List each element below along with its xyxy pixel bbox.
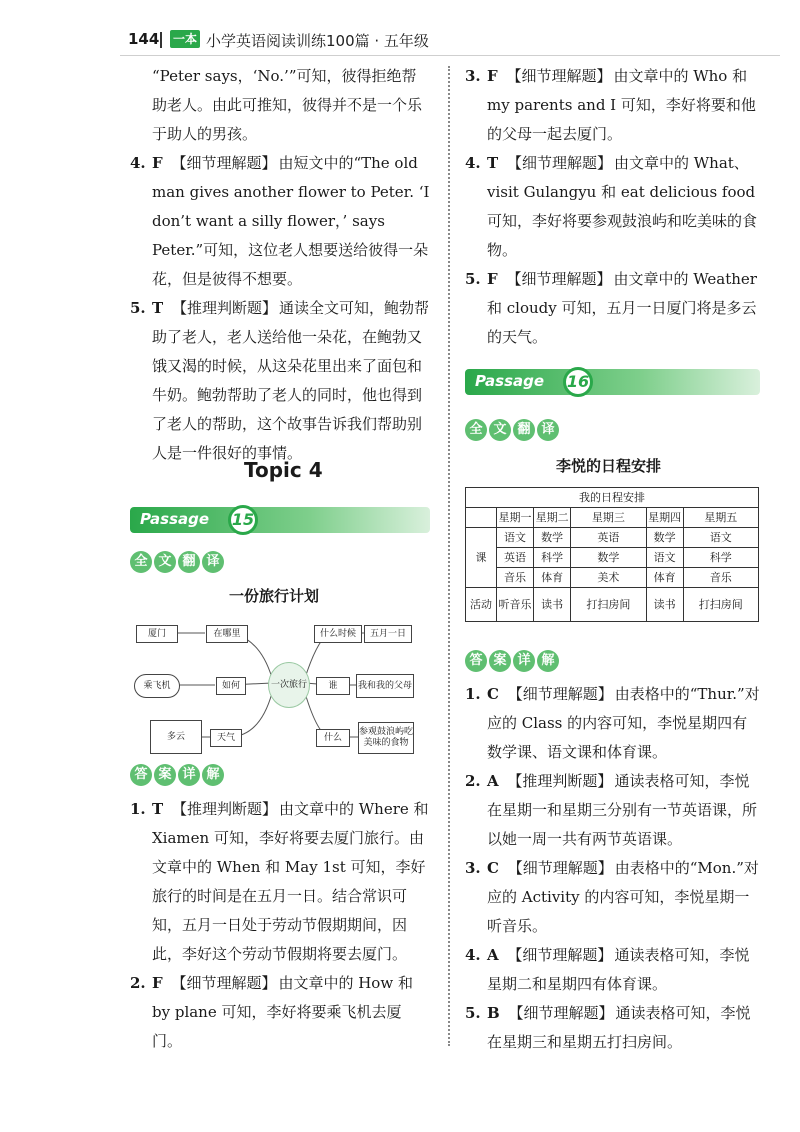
item-text: 由文章中的 Who 和 my parents and I 可知，李好将要和他的父母一起去厦门。 [487, 67, 756, 143]
mindmap-question: 什么时候 [314, 625, 362, 643]
activity-label: 活动 [466, 588, 497, 622]
table-cell: 音乐 [683, 568, 758, 588]
header-separator [160, 32, 162, 48]
full-translation-heading: 全 文 翻 译 [465, 419, 559, 441]
page-header [0, 0, 800, 60]
item-answer: T [487, 154, 499, 172]
passage-15-title: 一份旅行计划 [229, 587, 320, 605]
item-tag: 【细节理解题】 [506, 154, 612, 172]
day-header: 星期一 [497, 508, 534, 528]
item-answer: T [152, 800, 164, 818]
table-cell: 打扫房间 [683, 588, 758, 622]
answer-explanation-heading: 答 案 详 解 [130, 764, 224, 786]
item-answer: F [487, 270, 498, 288]
table-row [466, 528, 759, 548]
table-caption: 我的日程安排 [466, 488, 759, 508]
item-number: 2. [465, 772, 481, 790]
item-answer: C [487, 685, 499, 703]
passage-16-answers [465, 680, 760, 1057]
passage-16-banner [465, 367, 760, 397]
item-tag: 【推理判断题】 [171, 800, 277, 818]
item-number: 4. [130, 154, 146, 172]
class-label: 课 [466, 528, 497, 588]
mindmap-question: 天气 [210, 729, 242, 747]
item-tag: 【细节理解题】 [507, 685, 613, 703]
passage-label: Passage [140, 510, 210, 528]
item-tag: 【细节理解题】 [507, 859, 613, 877]
table-row [466, 568, 759, 588]
day-header: 星期三 [571, 508, 646, 528]
item-answer: A [487, 772, 499, 790]
answer-item [465, 999, 760, 1057]
table-cell: 数学 [646, 528, 683, 548]
mindmap-answer: 我和我的父母 [356, 674, 414, 698]
table-row [466, 488, 759, 508]
book-title: 小学英语阅读训练100篇 · 五年级 [206, 32, 429, 50]
answer-item [465, 149, 760, 265]
topic-heading: Topic 4 [244, 458, 323, 482]
answer-item [465, 854, 760, 941]
item-number: 1. [130, 800, 146, 818]
right-answers-top [465, 62, 760, 352]
table-cell: 数学 [571, 548, 646, 568]
item-number: 3. [465, 67, 481, 85]
item-answer: F [487, 67, 498, 85]
passage-15-answers [130, 795, 430, 1056]
answer-item [130, 795, 430, 969]
passage-number-badge: 16 [563, 367, 593, 397]
table-cell: 英语 [497, 548, 534, 568]
table-cell: 语文 [646, 548, 683, 568]
mindmap-answer: 五月一日 [364, 625, 412, 643]
table-row [466, 588, 759, 622]
table-cell: 体育 [534, 568, 571, 588]
item-number: 4. [465, 154, 481, 172]
mindmap-answer: 参观鼓浪屿吃美味的食物 [358, 722, 414, 754]
brand-logo: 一本 [170, 30, 200, 48]
item-tag: 【细节理解题】 [506, 270, 612, 288]
item-number: 3. [465, 859, 481, 877]
table-cell: 音乐 [497, 568, 534, 588]
table-cell: 读书 [646, 588, 683, 622]
item-number: 5. [465, 1004, 481, 1022]
day-header: 星期五 [683, 508, 758, 528]
item-tag: 【细节理解题】 [508, 1004, 614, 1022]
table-row [466, 548, 759, 568]
passage-16-title: 李悦的日程安排 [556, 457, 662, 475]
item-text: 通读表格可知，李悦星期二和星期四有体育课。 [487, 946, 750, 993]
answer-item [130, 969, 430, 1056]
answer-item [465, 680, 760, 767]
item-answer: T [152, 299, 164, 317]
item-text: 由文章中的 How 和 by plane 可知，李好将要乘飞机去厦门。 [152, 974, 413, 1050]
item-number: 5. [465, 270, 481, 288]
mindmap-question: 谁 [316, 677, 350, 695]
continuation-text: “Peter says，‘No.’”可知，彼得拒绝帮助老人。由此可推知，彼得并不是一个乐于助人的男孩。 [152, 67, 423, 143]
item-text: 由表格中的“Mon.”对应的 Activity 的内容可知，李悦星期一听音乐。 [487, 859, 759, 935]
item-text: 由短文中的“The old man gives another flower to Peter. ‘I don’t want a silly flower，’ says Peter.”可知，这位老人想要送给彼得一朵花，但是彼得不想要。 [152, 154, 430, 288]
answer-explanation-heading: 答 案 详 解 [465, 650, 559, 672]
item-text: 由文章中的 What、visit Gulangyu 和 eat delicious food 可知，李好将要参观鼓浪屿和吃美味的食物。 [487, 154, 758, 259]
table-cell: 科学 [534, 548, 571, 568]
item-answer: A [487, 946, 499, 964]
item-text: 通读全文可知，鲍勃帮助了老人，老人送给他一朵花，在鲍勃又饿又渴的时候，从这朵花里出来了面包和牛奶。鲍勃帮助了老人的同时，他也得到了老人的帮助，这个故事告诉我们帮助别人是一件很好的事情。 [152, 299, 429, 462]
item-text: 通读表格可知，李悦在星期三和星期五打扫房间。 [487, 1004, 751, 1051]
mindmap-answer: 乘飞机 [134, 674, 180, 698]
schedule-table [465, 487, 759, 622]
column-divider [448, 66, 450, 1046]
item-tag: 【细节理解题】 [507, 946, 613, 964]
item-text: 通读表格可知，李悦在星期一和星期三分别有一节英语课，所以她一周一共有两节英语课。 [487, 772, 758, 848]
table-cell: 听音乐 [497, 588, 534, 622]
item-answer: C [487, 859, 499, 877]
day-header: 星期四 [646, 508, 683, 528]
table-cell: 打扫房间 [571, 588, 646, 622]
travel-mindmap [130, 618, 420, 768]
table-cell: 体育 [646, 568, 683, 588]
item-number: 4. [465, 946, 481, 964]
table-cell: 语文 [683, 528, 758, 548]
table-cell: 语文 [497, 528, 534, 548]
answer-item [465, 265, 760, 352]
item-text: 由表格中的“Thur.”对应的 Class 的内容可知，李悦星期四有数学课、语文课和体育课。 [487, 685, 760, 761]
item-number: 2. [130, 974, 146, 992]
mindmap-answer: 厦门 [136, 625, 178, 643]
answer-item [130, 294, 430, 468]
left-answers-continued [130, 62, 430, 468]
item-text: 由文章中的 Weather 和 cloudy 可知，五月一日厦门将是多云的天气。 [487, 270, 757, 346]
answer-item [465, 767, 760, 854]
answer-item [465, 941, 760, 999]
passage-label: Passage [475, 372, 545, 390]
mindmap-question: 如何 [216, 677, 246, 695]
mindmap-center: 一次旅行 [268, 662, 310, 708]
table-cell: 美术 [571, 568, 646, 588]
full-translation-heading: 全 文 翻 译 [130, 551, 224, 573]
page-number: 144 [128, 30, 160, 48]
passage-number-badge: 15 [228, 505, 258, 535]
item-tag: 【推理判断题】 [507, 772, 613, 790]
item-text: 由文章中的 Where 和 Xiamen 可知，李好将要去厦门旅行。由文章中的 When 和 May 1st 可知，李好旅行的时间是在五月一日。结合常识可知，五月一日处于劳动节假期期间，因此，李好这个劳动节假期将要去厦门。 [152, 800, 429, 963]
header-rule [120, 55, 780, 56]
item-answer: B [487, 1004, 500, 1022]
item-tag: 【细节理解题】 [171, 154, 277, 172]
item-number: 1. [465, 685, 481, 703]
table-cell: 科学 [683, 548, 758, 568]
mindmap-question: 什么 [316, 729, 350, 747]
table-cell: 数学 [534, 528, 571, 548]
table-cell: 英语 [571, 528, 646, 548]
passage-15-banner [130, 505, 430, 535]
item-tag: 【细节理解题】 [171, 974, 277, 992]
table-cell: 读书 [534, 588, 571, 622]
answer-item [130, 149, 430, 294]
item-number: 5. [130, 299, 146, 317]
table-row [466, 508, 759, 528]
item-answer: F [152, 154, 163, 172]
item-tag: 【细节理解题】 [506, 67, 612, 85]
item-answer: F [152, 974, 163, 992]
answer-item [465, 62, 760, 149]
mindmap-answer: 多云 [150, 720, 202, 754]
item-tag: 【推理判断题】 [171, 299, 277, 317]
day-header: 星期二 [534, 508, 571, 528]
mindmap-question: 在哪里 [206, 625, 248, 643]
